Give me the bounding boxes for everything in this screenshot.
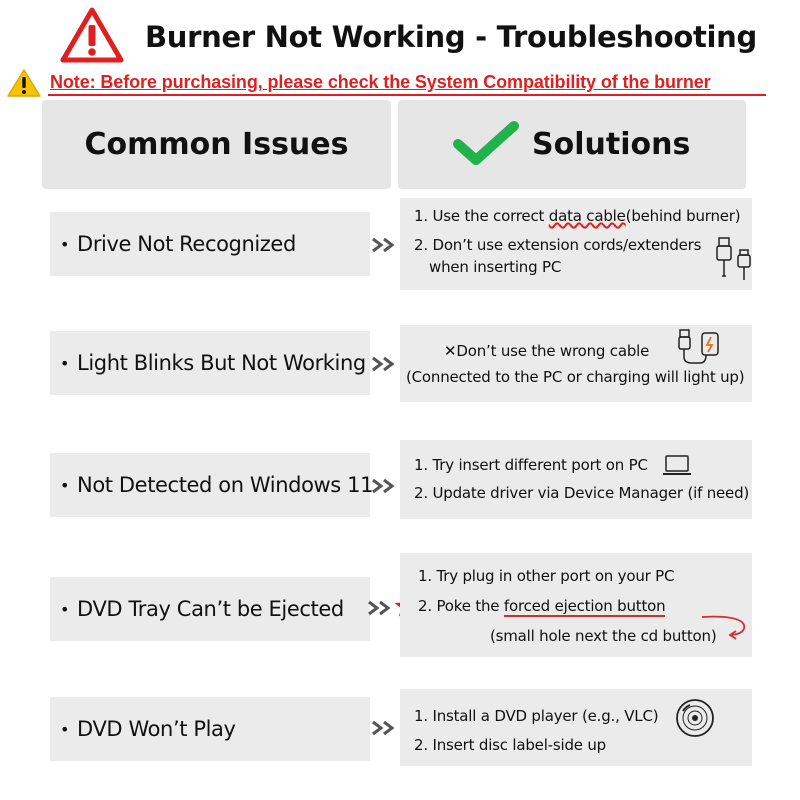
issue-not-detected-win11 bbox=[50, 453, 374, 517]
issue-label: Light Blinks But Not Working bbox=[77, 351, 366, 375]
caution-icon bbox=[6, 68, 42, 98]
solution-step-1: ✕Don’t use the wrong cable bbox=[444, 342, 650, 360]
charging-cable-icon bbox=[678, 327, 724, 367]
warning-triangle-icon bbox=[60, 6, 124, 64]
disc-icon bbox=[674, 697, 716, 739]
laptop-icon bbox=[662, 454, 692, 478]
solution-light-blinks bbox=[400, 325, 752, 402]
note-divider bbox=[48, 94, 766, 96]
usb-cable-icon bbox=[716, 236, 752, 282]
double-chevron-icon bbox=[370, 354, 404, 374]
solution-dvd-wont-play bbox=[400, 689, 752, 766]
solution-step-2: 2. Update driver via Device Manager (if need) bbox=[414, 484, 750, 502]
bullet: • bbox=[60, 475, 70, 495]
solution-step-1: 1. Use the correct data cable(behind burner) bbox=[414, 207, 741, 225]
solution-step-2: 2. Poke the forced ejection button bbox=[418, 597, 666, 615]
forced-ejection-highlight: forced ejection button bbox=[503, 597, 666, 615]
double-chevron-icon bbox=[370, 718, 404, 738]
solutions-header-label: Solutions bbox=[532, 127, 691, 162]
solution-step-2: 2. Don’t use extension cords/extenders bbox=[414, 236, 702, 254]
issue-tray-not-ejecting bbox=[50, 577, 370, 641]
issue-dvd-wont-play bbox=[50, 697, 370, 761]
compatibility-note: Note: Before purchasing, please check the System Compatibility of the burner bbox=[50, 72, 711, 92]
solution-step-2: 2. Insert disc label-side up bbox=[414, 736, 607, 754]
solution-not-detected-win11 bbox=[400, 440, 752, 519]
issue-label: Not Detected on Windows 11 bbox=[77, 473, 374, 497]
issue-label: Drive Not Recognized bbox=[77, 232, 296, 256]
bullet: • bbox=[60, 719, 70, 739]
bullet: • bbox=[60, 234, 70, 254]
issue-light-blinks bbox=[50, 331, 370, 395]
common-issues-header: Common Issues bbox=[42, 100, 391, 189]
solution-step-1: 1. Try insert different port on PC bbox=[414, 456, 648, 474]
issue-drive-not-recognized bbox=[50, 212, 370, 276]
bullet: • bbox=[60, 599, 70, 619]
double-chevron-icon bbox=[370, 235, 404, 255]
solution-tray-not-ejecting bbox=[400, 553, 752, 657]
checkmark-icon bbox=[452, 120, 520, 168]
bullet: • bbox=[60, 353, 70, 373]
double-chevron-icon bbox=[370, 476, 404, 496]
solution-step-2-note: (small hole next the cd button) bbox=[490, 627, 717, 645]
page-title: Burner Not Working - Troubleshooting bbox=[145, 20, 757, 54]
solution-drive-not-recognized bbox=[400, 198, 752, 290]
curved-arrow-icon bbox=[696, 611, 752, 641]
solution-step-2-cont: when inserting PC bbox=[429, 258, 562, 276]
issue-label: DVD Tray Can’t be Ejected bbox=[77, 597, 344, 621]
solution-step-1: 1. Install a DVD player (e.g., VLC) bbox=[414, 707, 659, 725]
issue-label: DVD Won’t Play bbox=[77, 717, 236, 741]
data-cable-highlight: data cable bbox=[548, 207, 626, 225]
solution-step-2: (Connected to the PC or charging will light up) bbox=[406, 368, 745, 386]
solutions-header bbox=[398, 100, 746, 189]
solution-step-1: 1. Try plug in other port on your PC bbox=[418, 567, 675, 585]
